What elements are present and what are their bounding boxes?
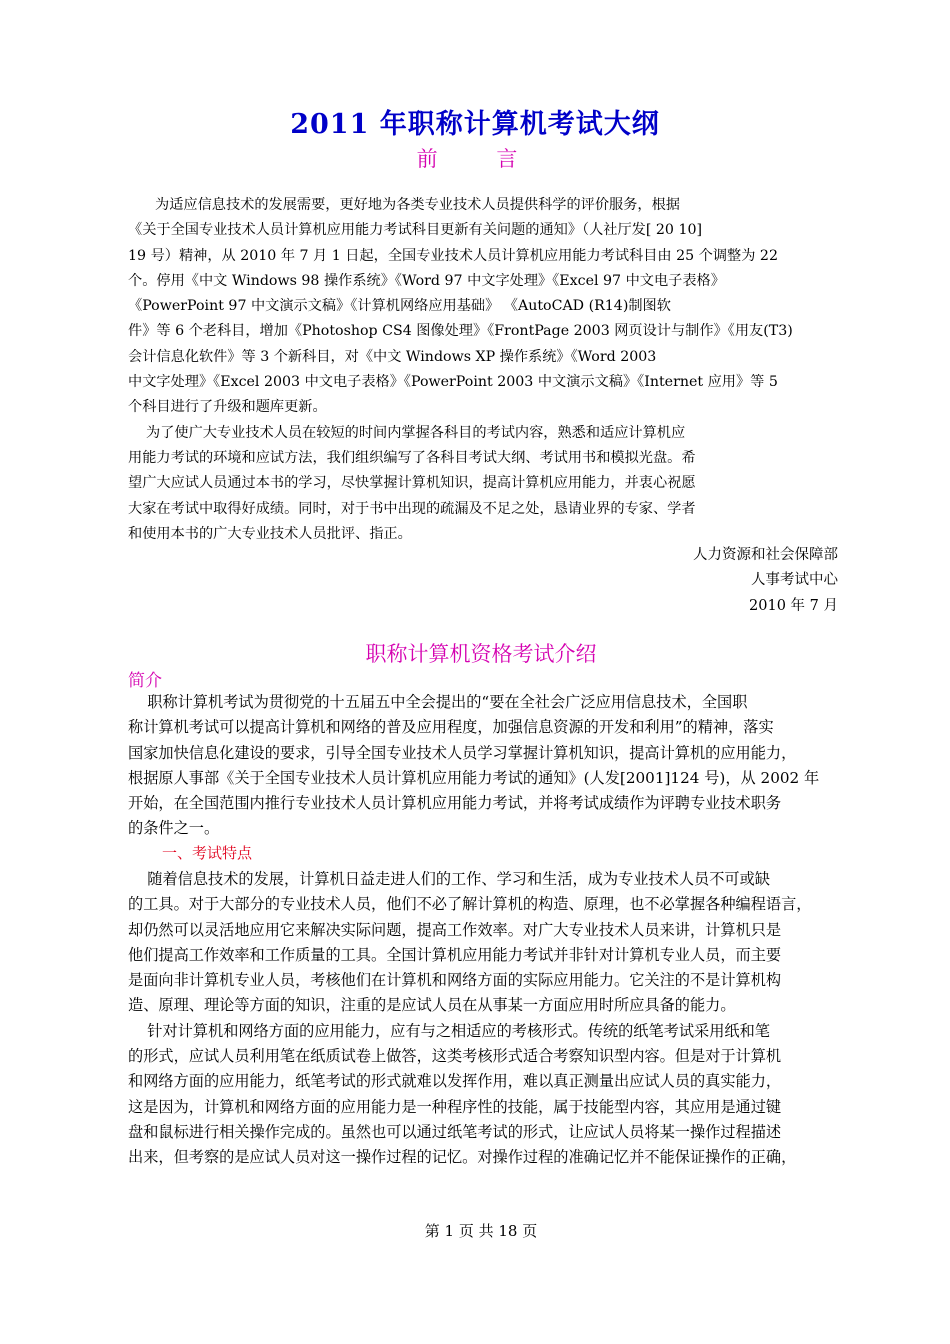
features-line: 盘和鼠标进行相关操作完成的。虽然也可以通过纸笔考试的形式，让应试人员将某一操作过程描述 xyxy=(128,1122,782,1141)
intro-line: 开始，在全国范围内推行专业技术人员计算机应用能力考试，并将考试成绩作为评聘专业技术职务 xyxy=(128,794,782,813)
features-line: 这是因为，计算机和网络方面的应用能力是一种程序性的技能，属于技能型内容，其应用是通过键 xyxy=(128,1097,782,1116)
intro-line: 的条件之一。 xyxy=(128,819,220,838)
preface-line: 《PowerPoint 97 中文演示文稿》《计算机网络应用基础》 《AutoCAD (R14)制图软 xyxy=(128,298,671,315)
preface-line: 望广大应试人员通过本书的学习，尽快掌握计算机知识，提高计算机应用能力，并衷心祝愿 xyxy=(128,475,696,492)
signature-date: 2010 年 7 月 xyxy=(749,598,838,614)
intro-line: 根据原人事部《关于全国专业技术人员计算机应用能力考试的通知》(人发[2001]124 号)，从 2002 年 xyxy=(128,768,820,787)
features-line: 随着信息技术的发展，计算机日益走进人们的工作、学习和生活，成为专业技术人员不可或缺 xyxy=(128,870,770,888)
intro-line: 职称计算机考试为贯彻党的十五届五中全会提出的“要在全社会广泛应用信息技术，全国职 xyxy=(128,693,748,711)
section-title-intro: 职称计算机资格考试介绍 xyxy=(365,642,597,666)
features-line: 却仍然可以灵活地应用它来解决实际问题，提高工作效率。对广大专业技术人员来讲，计算机只是 xyxy=(128,920,782,939)
features-line: 他们提高工作效率和工作质量的工具。全国计算机应用能力考试并非针对计算机专业人员，而主要 xyxy=(128,945,782,964)
preface-line: 用能力考试的环境和应试方法，我们组织编写了各科目考试大纲、考试用书和模拟光盘。希 xyxy=(128,449,696,466)
features-line: 的形式，应试人员利用笔在纸质试卷上做答，这类考核形式适合考察知识型内容。但是对于计算机 xyxy=(128,1047,782,1066)
intro-body xyxy=(128,690,842,842)
preface-line: 会计信息化软件》等 3 个新科目，对《中文 Windows XP 操作系统》《Word 2003 xyxy=(128,348,657,365)
preface-line: 大家在考试中取得好成绩。同时，对于书中出现的疏漏及不足之处，恳请业界的专家、学者 xyxy=(128,500,696,517)
document-title: 2011 年职称计算机考试大纲 xyxy=(290,109,660,140)
preface-line: 和使用本书的广大专业技术人员批评、指正。 xyxy=(128,525,412,542)
intro-label: 简介 xyxy=(128,671,162,691)
features-heading: 一、考试特点 xyxy=(162,844,253,862)
preface-line: 件》等 6 个老科目，增加《Photoshop CS4 图像处理》《FrontPage 2003 网页设计与制作》《用友(T3) xyxy=(128,323,793,340)
features-line: 是面向非计算机专业人员，考核他们在计算机和网络方面的实际应用能力。它关注的不是计算机构 xyxy=(128,971,782,990)
features-line: 和网络方面的应用能力，纸笔考试的形式就难以发挥作用，难以真正测量出应试人员的真实能力， xyxy=(128,1072,782,1091)
preface-line: 19 号）精神，从 2010 年 7 月 1 日起，全国专业技术人员计算机应用能力考试科目由 25 个调整为 22 xyxy=(128,247,778,264)
signature-org: 人力资源和社会保障部 xyxy=(693,547,838,563)
preface-heading: 前 言 xyxy=(416,147,544,171)
features-line: 出来，但考察的是应试人员对这一操作过程的记忆。对操作过程的准确记忆并不能保证操作的正确， xyxy=(128,1148,797,1167)
features-body xyxy=(128,867,842,1171)
features-line: 的工具。对于大部分的专业技术人员，他们不必了解计算机的构造、原理，也不必掌握各种编程语言， xyxy=(128,895,812,914)
features-line: 造、原理、理论等方面的知识，注重的是应试人员在从事某一方面应用时所应具备的能力。 xyxy=(128,996,736,1015)
preface-line: 个。停用《中文 Windows 98 操作系统》《Word 97 中文字处理》《Excel 97 中文电子表格》 xyxy=(128,272,725,289)
preface-line: 为适应信息技术的发展需要，更好地为各类专业技术人员提供科学的评价服务，根据 xyxy=(128,197,680,213)
intro-line: 称计算机考试可以提高计算机和网络的普及应用程度，加强信息资源的开发和利用”的精神，落实 xyxy=(128,718,774,737)
preface-line: 个科目进行了升级和题库更新。 xyxy=(128,399,327,416)
features-line: 针对计算机和网络方面的应用能力，应有与之相适应的考核形式。传统的纸笔考试采用纸和笔 xyxy=(128,1021,770,1040)
preface-body xyxy=(128,193,848,547)
preface-line: 中文字处理》《Excel 2003 中文电子表格》《PowerPoint 2003 中文演示文稿》《Internet 应用》等 5 xyxy=(128,374,778,391)
signature-center: 人事考试中心 xyxy=(751,572,838,588)
preface-line: 《关于全国专业技术人员计算机应用能力考试科目更新有关问题的通知》（人社厅发[ 20 10] xyxy=(128,222,703,239)
intro-line: 国家加快信息化建设的要求，引导全国专业技术人员学习掌握计算机知识，提高计算机的应用能力， xyxy=(128,743,797,762)
preface-line: 为了使广大专业技术人员在较短的时间内掌握各科目的考试内容，熟悉和适应计算机应 xyxy=(128,424,686,441)
page-footer: 第 1 页 共 18 页 xyxy=(424,1222,538,1240)
